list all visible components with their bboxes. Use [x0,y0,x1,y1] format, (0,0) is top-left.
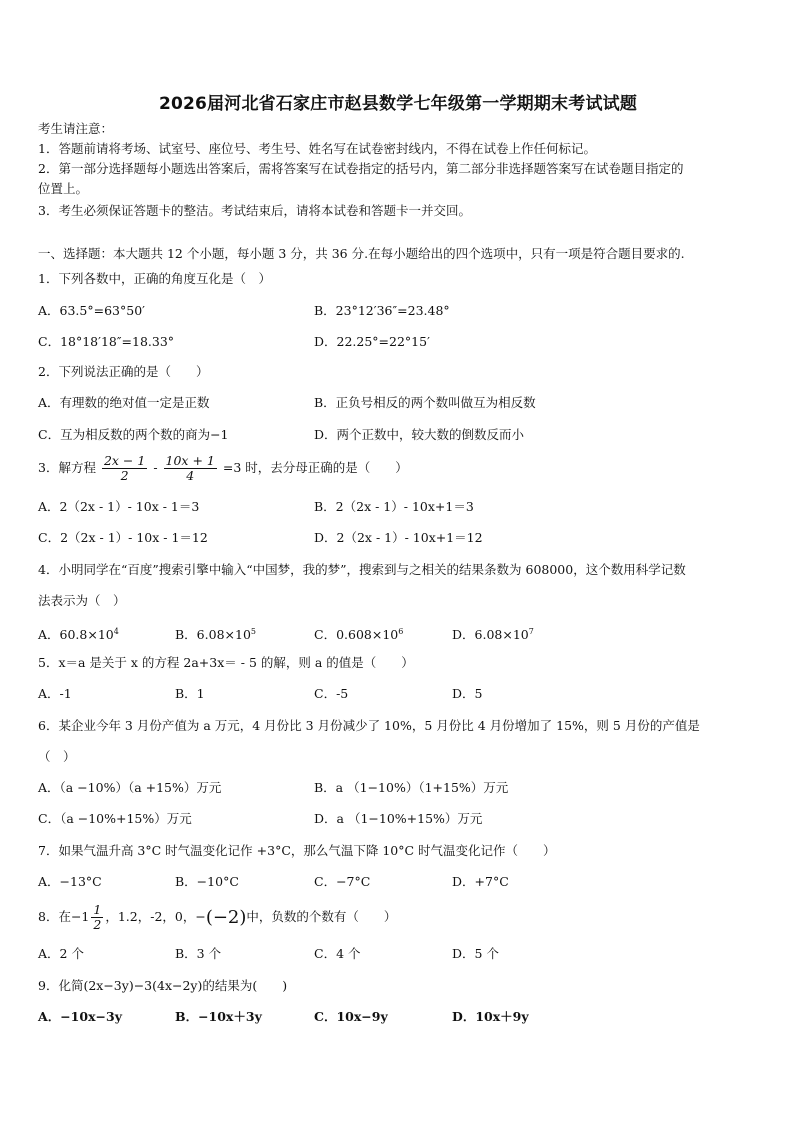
q6-option-d[interactable]: D．a （1−10%+15%）万元 [314,811,483,826]
notice-item: 1．答题前请将考场、试室号、座位号、考生号、姓名写在试卷密封线内，不得在试卷上作任何标记。 [38,141,596,156]
q7-option-c[interactable]: C．−7°C [314,874,371,889]
q3-fraction-1-numerator: 2x − 1 [103,453,146,468]
q8-stem-pre: 8．在−1 [38,909,90,924]
q8-option-c[interactable]: C．4 个 [314,946,361,961]
q3-stem-post: =3 时，去分母正确的是（ ） [222,460,408,475]
question-6-stem-cont: （ ） [38,749,76,764]
q3-stem-pre: 3．解方程 [38,460,96,475]
q2-option-d[interactable]: D．两个正数中，较大数的倒数反而小 [314,427,525,442]
q9-option-d[interactable]: D．10x＋9y [452,1009,529,1024]
question-4-stem-cont: 法表示为（ ） [38,593,126,608]
q3-minus: - [153,460,158,475]
q8-fraction-denominator: 2 [93,917,102,932]
q7-option-a[interactable]: A．−13°C [38,874,102,889]
q4-c-base: C．0.608×10 [314,627,399,643]
q4-option-d[interactable] [452,624,534,643]
q8-paren-expression: (−2) [205,907,247,928]
q2-option-c[interactable]: C．互为相反数的两个数的商为−1 [38,427,229,442]
q1-option-b[interactable]: B．23°12′36″=23.48° [314,303,450,318]
q7-option-d[interactable]: D．+7°C [452,874,509,889]
question-4-stem: 4．小明同学在“百度”搜索引擎中输入“中国梦，我的梦”，搜索到与之相关的结果条数为 608000，这个数用科学记数 [38,562,686,577]
q3-option-b[interactable]: B．2（2x - 1）- 10x+1＝3 [314,499,474,514]
section-heading: 一、选择题：本大题共 12 个小题，每小题 3 分，共 36 分.在每小题给出的四个选项中，只有一项是符合题目要求的. [38,246,685,261]
notice-item: 2．第一部分选择题每小题选出答案后，需将答案写在试卷指定的括号内，第二部分非选择题答案写在试卷题目指定的 [38,161,684,176]
q5-option-c[interactable]: C．-5 [314,686,349,701]
q8-fraction-numerator: 1 [93,902,102,917]
q1-option-a[interactable]: A．63.5°=63°50′ [38,303,145,318]
q6-option-a[interactable]: A．（a −10%）（a +15%）万元 [38,780,222,795]
q4-d-base: D．6.08×10 [452,627,529,643]
question-8-stem [38,900,396,935]
q3-fraction-2 [164,454,217,483]
q4-d-exp: 7 [528,627,534,636]
q4-option-c[interactable] [314,624,403,643]
q2-option-a[interactable]: A．有理数的绝对值一定是正数 [38,395,210,410]
q3-fraction-1 [102,454,147,483]
q2-option-b[interactable]: B．正负号相反的两个数叫做互为相反数 [314,395,536,410]
question-6-stem: 6．某企业今年 3 月份产值为 a 万元，4 月份比 3 月份减少了 10%，5 月份比 4 月份增加了 15%，则 5 月份的产值是 [38,718,700,733]
question-9-stem: 9．化简(2x−3y)−3(4x−2y)的结果为( ) [38,978,288,993]
q5-option-b[interactable]: B．1 [175,686,205,701]
q3-fraction-1-denominator: 2 [120,468,129,483]
question-7-stem: 7．如果气温升高 3°C 时气温变化记作 +3°C，那么气温下降 10°C 时气温变化记作（ ） [38,843,556,858]
question-5-stem: 5．x＝a 是关于 x 的方程 2a+3x＝ - 5 的解，则 a 的值是（ ） [38,655,414,670]
q4-b-base: B．6.08×10 [175,627,251,643]
q1-option-c[interactable]: C．18°18′18″=18.33° [38,334,175,349]
q3-fraction-2-denominator: 4 [186,468,195,483]
q3-option-a[interactable]: A．2（2x - 1）- 10x - 1＝3 [38,499,200,514]
q3-option-c[interactable]: C．2（2x - 1）- 10x - 1＝12 [38,530,208,545]
page-title: 2026届河北省石家庄市赵县数学七年级第一学期期末考试试题 [158,94,638,114]
question-3-stem [38,453,408,483]
q8-stem-mid: ，1.2，-2，0，− [105,909,206,924]
q4-b-exp: 5 [250,627,256,636]
question-1-stem: 1．下列各数中，正确的角度互化是（ ） [38,271,271,286]
q8-stem-post: 中，负数的个数有（ ） [246,909,397,924]
q3-option-d[interactable]: D．2（2x - 1）- 10x+1＝12 [314,530,483,545]
q5-option-d[interactable]: D．5 [452,686,483,701]
notice-item: 位置上。 [38,181,89,196]
q4-option-b[interactable] [175,624,256,643]
notice-item: 3．考生必须保证答题卡的整洁。考试结束后，请将本试卷和答题卡一并交回。 [38,203,471,218]
q4-c-exp: 6 [398,627,404,636]
q4-option-a[interactable] [38,624,119,643]
q8-option-b[interactable]: B．3 个 [175,946,222,961]
notice-heading: 考生请注意： [38,121,114,136]
q3-fraction-2-numerator: 10x + 1 [165,453,215,468]
question-2-stem: 2．下列说法正确的是（ ） [38,364,209,379]
q8-option-d[interactable]: D．5 个 [452,946,499,961]
q1-option-d[interactable]: D．22.25°=22°15′ [314,334,430,349]
q4-a-base: A．60.8×10 [38,627,114,643]
q9-option-b[interactable]: B．−10x＋3y [175,1009,262,1024]
q8-fraction [91,903,103,932]
q9-option-c[interactable]: C．10x−9y [314,1009,388,1024]
q8-option-a[interactable]: A．2 个 [38,946,84,961]
q9-option-a[interactable]: A．−10x−3y [38,1009,122,1024]
q6-option-b[interactable]: B．a （1−10%）（1+15%）万元 [314,780,509,795]
q4-a-exp: 4 [113,627,119,636]
q5-option-a[interactable]: A．-1 [38,686,72,701]
q6-option-c[interactable]: C．（a −10%+15%）万元 [38,811,192,826]
q7-option-b[interactable]: B．−10°C [175,874,239,889]
